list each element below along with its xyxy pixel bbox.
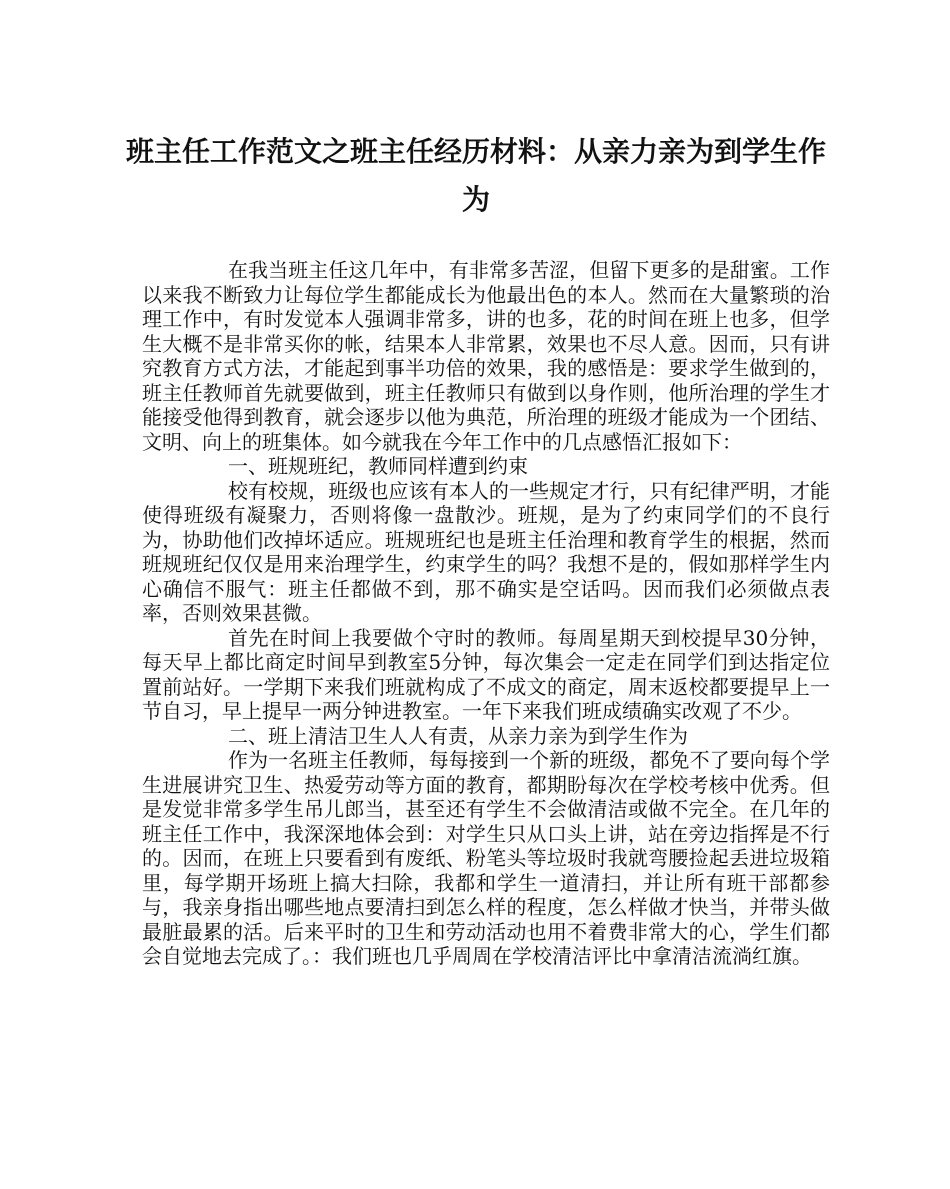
- paragraph-intro: 在我当班主任这几年中，有非常多苦涩，但留下更多的是甜蜜。工作以来我不断致力让每位学生都能成长为他最出色的本人。然而在大量繁琐的治理工作中，有时发觉本人强调非常多，讲的也多，花的时间在班上也多，但学生大概不是非常买你的帐，结果本人非常累，效果也不尽人意。因而，只有讲究教育方式方法，才能起到事半功倍的效果，我的感悟是：要求学生做到的，班主任教师首先就要做到，班主任教师只有做到以身作则，他所治理的学生才能接受他得到教育，就会逐步以他为典范，所治理的班级才能成为一个团结、文明、向上的班集体。如今就我在今年工作中的几点感悟汇报如下：: [142, 258, 830, 454]
- paragraph-punctuality: 首先在时间上我要做个守时的教师。每周星期天到校提早30分钟，每天早上都比商定时间早到教室5分钟，每次集会一定走在同学们到达指定位置前站好。一学期下来我们班就构成了不成文的商定，周末返校都要提早上一节自习，早上提早一两分钟进教室。一年下来我们班成绩确实改观了不少。: [142, 625, 830, 723]
- paragraph-class-rules: 校有校规，班级也应该有本人的一些规定才行，只有纪律严明，才能使得班级有凝聚力，否则将像一盘散沙。班规，是为了约束同学们的不良行为，协助他们改掉坏适应。班规班纪也是班主任治理和教育学生的根据，然而班规班纪仅仅是用来治理学生，约束学生的吗？我想不是的，假如那样学生内心确信不服气：班主任都做不到，那不确实是空话吗。因而我们必须做点表率，否则效果甚微。: [142, 478, 830, 625]
- section-heading-1: 一、班规班纪，教师同样遭到约束: [228, 454, 528, 478]
- document-title: 班主任工作范文之班主任经历材料：从亲力亲为到学生作为: [125, 135, 826, 216]
- section-heading-2: 二、班上清洁卫生人人有责，从亲力亲为到学生作为: [228, 723, 688, 748]
- paragraph-cleaning: 作为一名班主任教师，每每接到一个新的班级，都免不了要向每个学生进展讲究卫生、热爱劳动等方面的教育，都期盼每次在学校考核中优秀。但是发觉非常多学生吊儿郎当，甚至还有学生不会做清洁或做不完全。在几年的班主任工作中，我深深地体会到：对学生只从口头上讲，站在旁边指挥是不行的。因而，在班上只要看到有废纸、粉笔头等垃圾时我就弯腰捡起丢进垃圾箱里，每学期开场班上搞大扫除，我都和学生一道清扫，并让所有班干部都参与，我亲身指出哪些地点要清扫到怎么样的程度，怎么样做才快当，并带头做最脏最累的活。后来平时的卫生和劳动活动也用不着费非常大的心，学生们都会自觉地去完成了。：我们班也几乎周周在学校清洁评比中拿清洁流淌红旗。: [142, 748, 830, 968]
- document-body: [142, 258, 830, 969]
